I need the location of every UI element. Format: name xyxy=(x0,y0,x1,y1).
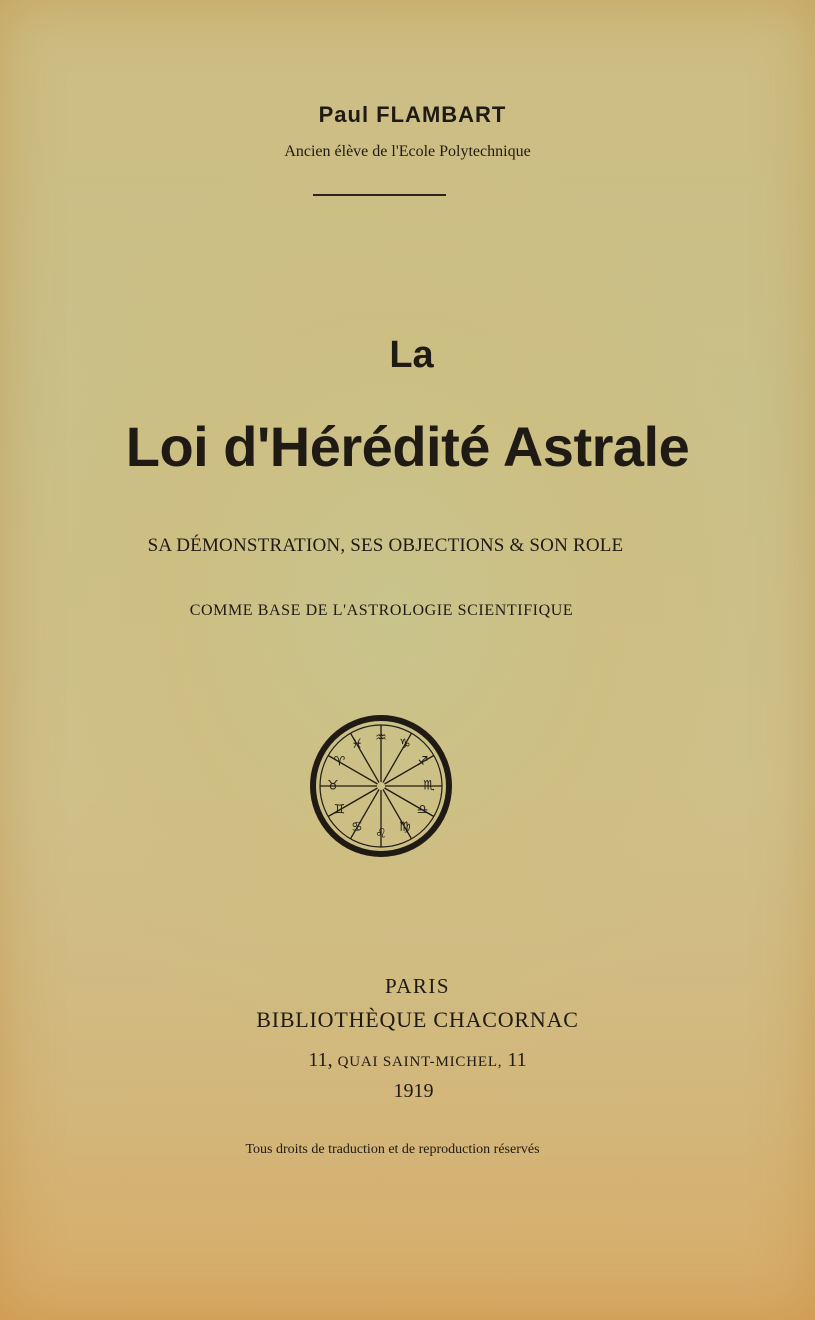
zodiac-sign-glyph: ♑ xyxy=(399,736,411,752)
zodiac-sign-glyph: ♓ xyxy=(351,736,363,752)
publisher-address xyxy=(0,1049,815,1072)
zodiac-wheel-icon xyxy=(309,714,453,858)
address-number-right: 11 xyxy=(507,1049,527,1071)
zodiac-sign-glyph: ♋ xyxy=(351,820,363,836)
publisher-name: BIBLIOTHÈQUE CHACORNAC xyxy=(256,1007,579,1032)
zodiac-sign-glyph: ♎ xyxy=(416,802,429,818)
zodiac-sign-glyph: ♒ xyxy=(375,730,387,746)
zodiac-sign-glyph: ♉ xyxy=(327,778,339,794)
address-street: QUAI SAINT-MICHEL, xyxy=(337,1054,503,1070)
book-title: Loi d'Hérédité Astrale xyxy=(125,415,690,478)
author-name: Paul FLAMBART xyxy=(318,102,507,127)
publication-year: 1919 xyxy=(393,1080,434,1102)
title-article: La xyxy=(389,334,434,376)
zodiac-sign-glyph: ♌ xyxy=(375,826,387,842)
zodiac-sign-glyph: ♈ xyxy=(333,754,346,770)
rights-notice: Tous droits de traduction et de reproduction réservés xyxy=(245,1142,540,1157)
zodiac-sign-glyph: ♏ xyxy=(423,778,435,794)
zodiac-sign-glyph: ♊ xyxy=(333,802,346,818)
author-credential: Ancien élève de l'Ecole Polytechnique xyxy=(284,143,531,160)
subtitle-line-2: COMME BASE DE L'ASTROLOGIE SCIENTIFIQUE xyxy=(189,602,574,619)
zodiac-sign-glyph: ♍ xyxy=(399,820,411,836)
subtitle-line-1: SA DÉMONSTRATION, SES OBJECTIONS & SON ROLE xyxy=(147,535,624,556)
zodiac-sign-glyph: ♐ xyxy=(416,754,429,770)
address-number-left: 11, xyxy=(308,1049,333,1071)
divider-rule xyxy=(313,194,446,196)
publisher-city: PARIS xyxy=(384,974,451,998)
